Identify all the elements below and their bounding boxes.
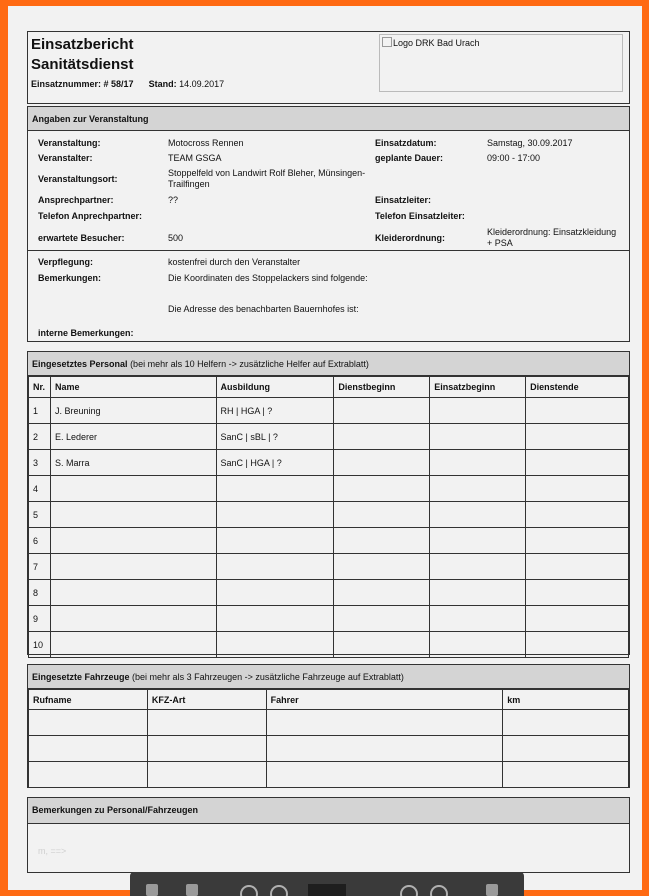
table-cell bbox=[266, 710, 503, 736]
table-row bbox=[29, 554, 629, 580]
table-cell bbox=[29, 736, 148, 762]
table-cell: RH | HGA | ? bbox=[216, 398, 334, 424]
verpflegung-value: kostenfrei durch den Veranstalter bbox=[168, 257, 301, 267]
table-cell bbox=[503, 710, 629, 736]
table-cell: 9 bbox=[29, 606, 51, 632]
veranstalter-label: Veranstalter: bbox=[38, 153, 93, 163]
einsatznummer-value: # 58/17 bbox=[103, 79, 134, 89]
column-header: Name bbox=[50, 377, 216, 398]
table-cell bbox=[50, 632, 216, 658]
table-cell bbox=[334, 580, 430, 606]
table-cell bbox=[526, 632, 629, 658]
table-cell bbox=[216, 632, 334, 658]
table-cell bbox=[503, 736, 629, 762]
dauer-label: geplante Dauer: bbox=[375, 153, 444, 163]
table-cell: 8 bbox=[29, 580, 51, 606]
next-page-icon[interactable] bbox=[430, 885, 448, 896]
bemerkungen-label: Bemerkungen: bbox=[38, 273, 102, 283]
report-meta bbox=[31, 79, 224, 89]
ort-label: Veranstaltungsort: bbox=[38, 174, 118, 184]
ort-value-line2: Trailfingen bbox=[168, 179, 210, 189]
column-header: Dienstende bbox=[526, 377, 629, 398]
table-cell bbox=[50, 476, 216, 502]
table-cell bbox=[526, 424, 629, 450]
report-header bbox=[27, 31, 630, 104]
kleiderordnung-value-line1: Kleiderordnung: Einsatzkleidung bbox=[487, 227, 617, 237]
kleiderordnung-label: Kleiderordnung: bbox=[375, 233, 445, 243]
table-cell: 5 bbox=[29, 502, 51, 528]
table-cell bbox=[29, 710, 148, 736]
table-cell bbox=[334, 502, 430, 528]
table-row bbox=[29, 502, 629, 528]
table-cell bbox=[50, 606, 216, 632]
table-cell bbox=[430, 554, 526, 580]
table-row bbox=[29, 736, 629, 762]
table-cell bbox=[430, 580, 526, 606]
personal-table bbox=[28, 376, 629, 658]
section-bemerkungen-personal bbox=[27, 797, 630, 873]
bemerkungen-value-1: Die Koordinaten des Stoppelackers sind folgende: bbox=[168, 273, 368, 283]
section-heading: Angaben zur Veranstaltung bbox=[28, 107, 629, 131]
previous-page-icon[interactable] bbox=[400, 885, 418, 896]
einsatznummer-label: Einsatznummer: bbox=[31, 79, 102, 89]
table-cell bbox=[503, 762, 629, 788]
table-cell bbox=[526, 398, 629, 424]
table-cell bbox=[216, 580, 334, 606]
table-header-row bbox=[29, 690, 629, 710]
table-cell: 4 bbox=[29, 476, 51, 502]
verpflegung-label: Verpflegung: bbox=[38, 257, 94, 267]
column-header: Dienstbeginn bbox=[334, 377, 430, 398]
document-page bbox=[8, 6, 642, 890]
table-cell bbox=[526, 450, 629, 476]
fahrzeuge-heading: Eingesetzte Fahrzeuge bbox=[32, 672, 130, 682]
table-cell bbox=[29, 762, 148, 788]
telefon-einsatzleiter-label: Telefon Einsatzleiter: bbox=[375, 211, 465, 221]
table-row bbox=[29, 528, 629, 554]
fahrzeuge-heading-note: (bei mehr als 3 Fahrzeugen -> zusätzliche Fahrzeuge auf Extrablatt) bbox=[132, 672, 404, 682]
table-row bbox=[29, 606, 629, 632]
section-heading bbox=[28, 352, 629, 376]
table-cell: SanC | HGA | ? bbox=[216, 450, 334, 476]
section-fahrzeuge bbox=[27, 664, 630, 788]
table-cell bbox=[216, 502, 334, 528]
report-title-line2: Sanitätsdienst bbox=[31, 56, 134, 73]
section-veranstaltung bbox=[27, 106, 630, 342]
table-cell bbox=[216, 476, 334, 502]
table-cell bbox=[430, 606, 526, 632]
table-cell bbox=[216, 606, 334, 632]
table-cell bbox=[50, 502, 216, 528]
table-cell bbox=[430, 450, 526, 476]
table-cell: 10 bbox=[29, 632, 51, 658]
table-cell bbox=[266, 736, 503, 762]
table-cell: 1 bbox=[29, 398, 51, 424]
column-header: Ausbildung bbox=[216, 377, 334, 398]
page-number-field[interactable] bbox=[308, 884, 346, 896]
table-cell bbox=[216, 528, 334, 554]
ansprechpartner-value: ?? bbox=[168, 195, 179, 205]
table-cell bbox=[430, 476, 526, 502]
einsatzleiter-label: Einsatzleiter: bbox=[375, 195, 432, 205]
table-cell bbox=[334, 424, 430, 450]
table-cell bbox=[50, 554, 216, 580]
table-cell bbox=[334, 632, 430, 658]
column-header: Fahrer bbox=[266, 690, 503, 710]
stand-label: Stand: bbox=[148, 79, 177, 89]
table-cell bbox=[430, 632, 526, 658]
table-cell bbox=[430, 502, 526, 528]
table-cell bbox=[334, 398, 430, 424]
section-divider bbox=[28, 250, 629, 251]
interne-bemerkungen-label: interne Bemerkungen: bbox=[38, 328, 134, 338]
table-cell bbox=[334, 554, 430, 580]
column-header: Einsatzbeginn bbox=[430, 377, 526, 398]
table-cell bbox=[430, 528, 526, 554]
table-cell bbox=[216, 554, 334, 580]
broken-image-icon bbox=[382, 37, 392, 47]
besucher-value: 500 bbox=[168, 233, 184, 243]
table-cell bbox=[334, 606, 430, 632]
section-heading bbox=[28, 665, 629, 689]
column-header: Rufname bbox=[29, 690, 148, 710]
logo-placeholder bbox=[379, 34, 623, 92]
table-cell: S. Marra bbox=[50, 450, 216, 476]
table-row bbox=[29, 580, 629, 606]
table-cell bbox=[526, 580, 629, 606]
table-row bbox=[29, 632, 629, 658]
telefon-ansprechpartner-label: Telefon Anprechpartner: bbox=[38, 211, 143, 221]
table-cell: 7 bbox=[29, 554, 51, 580]
table-cell bbox=[147, 736, 266, 762]
table-cell: SanC | sBL | ? bbox=[216, 424, 334, 450]
einsatzdatum-value: Samstag, 30.09.2017 bbox=[487, 138, 573, 148]
print-icon[interactable] bbox=[186, 884, 198, 896]
table-row bbox=[29, 476, 629, 502]
table-cell bbox=[50, 528, 216, 554]
ort-value-line1: Stoppelfeld von Landwirt Rolf Bleher, Münsingen- bbox=[168, 168, 366, 178]
viewer-toolbar bbox=[130, 872, 524, 896]
section-heading: Bemerkungen zu Personal/Fahrzeugen bbox=[28, 798, 629, 824]
table-row bbox=[29, 762, 629, 788]
personal-heading: Eingesetztes Personal bbox=[32, 359, 128, 369]
column-header: km bbox=[503, 690, 629, 710]
kleiderordnung-value-line2: + PSA bbox=[487, 238, 513, 248]
section-personal bbox=[27, 351, 630, 655]
table-cell bbox=[334, 476, 430, 502]
table-row bbox=[29, 424, 629, 450]
table-cell: 6 bbox=[29, 528, 51, 554]
einsatzdatum-label: Einsatzdatum: bbox=[375, 138, 437, 148]
table-row bbox=[29, 450, 629, 476]
table-row bbox=[29, 398, 629, 424]
veranstaltung-value: Motocross Rennen bbox=[168, 138, 244, 148]
table-cell bbox=[526, 502, 629, 528]
table-cell: 2 bbox=[29, 424, 51, 450]
table-cell bbox=[430, 398, 526, 424]
dauer-value: 09:00 - 17:00 bbox=[487, 153, 541, 163]
ansprechpartner-label: Ansprechpartner: bbox=[38, 195, 114, 205]
zoom-in-icon[interactable] bbox=[270, 885, 288, 896]
table-cell: J. Breuning bbox=[50, 398, 216, 424]
fit-page-icon[interactable] bbox=[486, 884, 498, 896]
table-cell bbox=[147, 710, 266, 736]
table-cell bbox=[526, 554, 629, 580]
bemerkungen-value-2: Die Adresse des benachbarten Bauernhofes ist: bbox=[168, 304, 359, 314]
table-cell bbox=[334, 528, 430, 554]
column-header: Nr. bbox=[29, 377, 51, 398]
save-icon[interactable] bbox=[146, 884, 158, 896]
table-row bbox=[29, 710, 629, 736]
table-cell bbox=[147, 762, 266, 788]
logo-alt-text: Logo DRK Bad Urach bbox=[393, 38, 480, 48]
faint-text: m, ==> bbox=[38, 846, 67, 856]
zoom-out-icon[interactable] bbox=[240, 885, 258, 896]
table-cell bbox=[526, 528, 629, 554]
personal-heading-note: (bei mehr als 10 Helfern -> zusätzliche Helfer auf Extrablatt) bbox=[130, 359, 369, 369]
table-cell: E. Lederer bbox=[50, 424, 216, 450]
veranstalter-value: TEAM GSGA bbox=[168, 153, 222, 163]
stand-value: 14.09.2017 bbox=[179, 79, 225, 89]
besucher-label: erwartete Besucher: bbox=[38, 233, 125, 243]
table-cell bbox=[526, 606, 629, 632]
column-header: KFZ-Art bbox=[147, 690, 266, 710]
table-header-row bbox=[29, 377, 629, 398]
table-cell bbox=[50, 580, 216, 606]
table-cell bbox=[526, 476, 629, 502]
table-cell bbox=[266, 762, 503, 788]
report-title-line1: Einsatzbericht bbox=[31, 36, 134, 53]
fahrzeuge-table bbox=[28, 689, 629, 788]
table-cell: 3 bbox=[29, 450, 51, 476]
veranstaltung-label: Veranstaltung: bbox=[38, 138, 101, 148]
table-cell bbox=[430, 424, 526, 450]
table-cell bbox=[334, 450, 430, 476]
